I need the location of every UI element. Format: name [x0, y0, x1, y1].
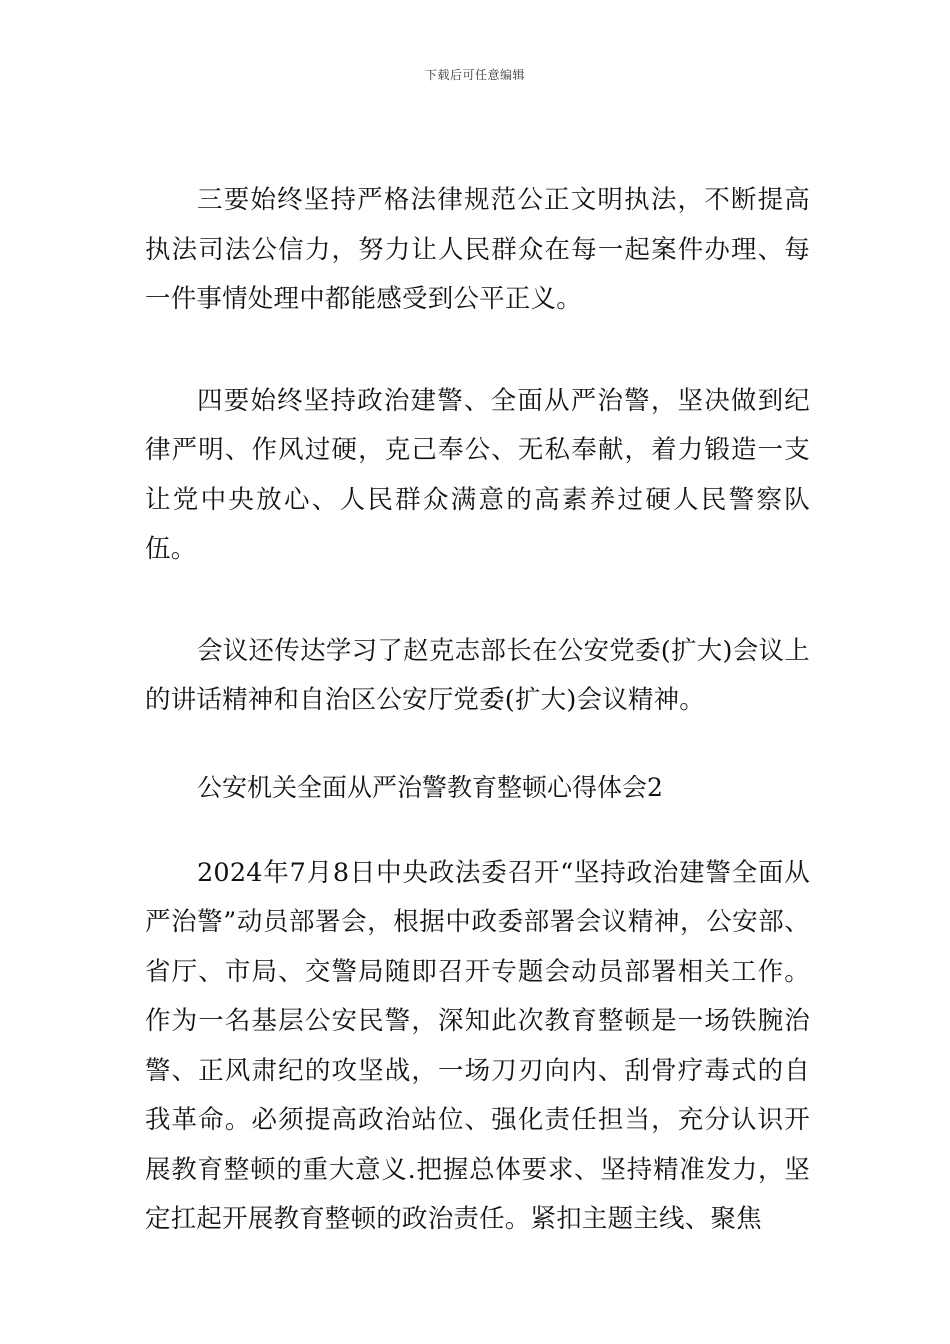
paragraph-meeting-summary: 会议还传达学习了赵克志部长在公安党委(扩大)会议上的讲话精神和自治区公安厅党委(扩大)会议精神。 [145, 635, 810, 715]
paragraph-spacer [145, 726, 810, 763]
paragraph-spacer [145, 812, 810, 849]
paragraph-body-text: 2024年7月8日中央政法委召开“坚持政治建警全面从严治警”动员部署会，根据中政委部署会议精神，公安部、省厅、市局、交警局随即召开专题会动员部署相关工作。作为一名基层公安民警，深知此次教育整顿是一场铁腕治警、正风肃纪的攻坚战，一场刀刃向内、刮骨疗毒式的自我革命。必须提高政治站位、强化责任担当，充分认识开展教育整顿的重大意义.把握总体要求、坚持精准发力，坚定扛起开展教育整顿的政治责任。紧扣主题主线、聚焦 [145, 857, 810, 1234]
page-header-note: 下载后可任意编辑 [424, 68, 525, 82]
section-title: 公安机关全面从严治警教育整顿心得体会2 [197, 772, 663, 802]
paragraph-three-requirements: 三要始终坚持严格法律规范公正文明执法，不断提高执法司法公信力，努力让人民群众在每一起案件办理、每一件事情处理中都能感受到公平正义。 [145, 185, 810, 314]
paragraph-spacer [145, 575, 810, 627]
document-body [145, 176, 810, 1245]
paragraph-spacer [145, 325, 810, 377]
paragraph-four-requirements: 四要始终坚持政治建警、全面从严治警，坚决做到纪律严明、作风过硬，克己奉公、无私奉献，着力锻造一支让党中央放心、人民群众满意的高素养过硬人民警察队伍。 [145, 385, 810, 564]
